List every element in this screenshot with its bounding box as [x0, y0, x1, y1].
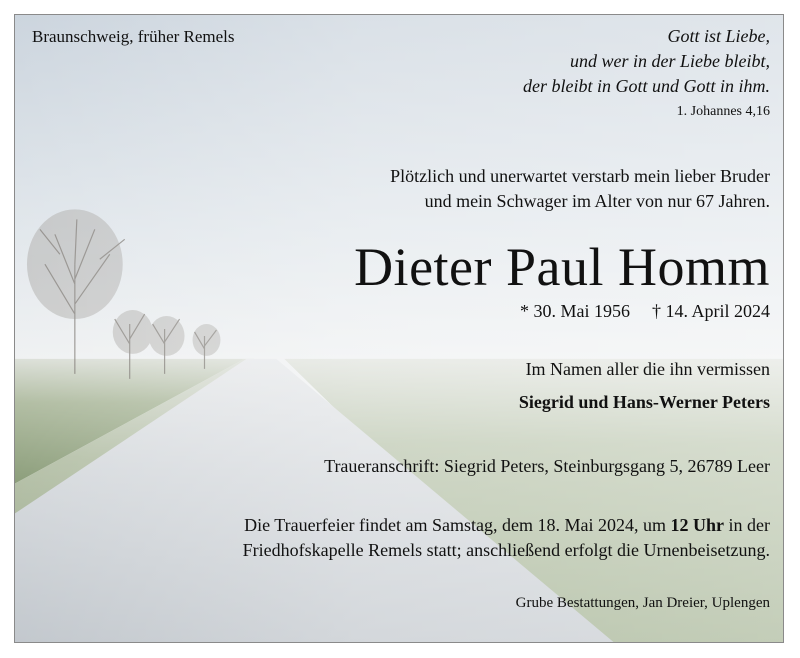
- death-date: † 14. April 2024: [651, 301, 770, 321]
- deceased-name: Dieter Paul Homm: [354, 237, 770, 297]
- verse-line: der bleibt in Gott und Gott in ihm.: [523, 76, 770, 96]
- service-details: [243, 513, 770, 563]
- mourners-names: Siegrid und Hans-Werner Peters: [518, 392, 770, 412]
- mourning-address: Traueranschrift: Siegrid Peters, Steinburgsgang 5, 26789 Leer: [324, 456, 770, 476]
- service-text: in der: [724, 515, 770, 535]
- intro-line: Plötzlich und unerwartet verstarb mein lieber Bruder: [390, 166, 770, 186]
- verse-line: Gott ist Liebe,: [667, 26, 770, 46]
- place-of-residence: Braunschweig, früher Remels: [32, 27, 235, 46]
- verse-line: und wer in der Liebe bleibt,: [570, 51, 770, 71]
- verse-reference: 1. Johannes 4,16: [676, 104, 770, 119]
- service-line: Friedhofskapelle Remels statt; anschließend erfolgt die Urnenbeisetzung.: [242, 540, 770, 560]
- life-dates: [520, 301, 770, 322]
- bible-verse: [523, 24, 770, 99]
- birth-date: * 30. Mai 1956: [519, 301, 630, 321]
- funeral-home: Grube Bestattungen, Jan Dreier, Uplengen: [515, 595, 770, 611]
- service-time: 12 Uhr: [670, 515, 725, 535]
- mourning-phrase: Im Namen aller die ihn vermissen: [525, 359, 770, 379]
- intro-line: und mein Schwager im Alter von nur 67 Jahren.: [424, 191, 770, 211]
- service-text: Die Trauerfeier findet am Samstag, dem 18. Mai 2024, um: [244, 515, 671, 535]
- intro-text: [390, 164, 770, 214]
- service-line: [243, 513, 770, 538]
